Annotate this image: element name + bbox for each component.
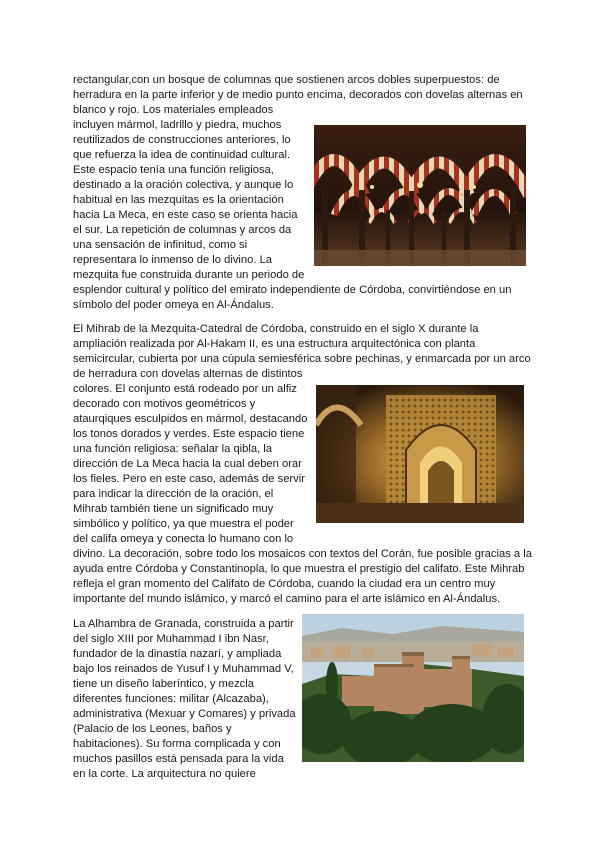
text-line: (Palacio de los Leones, baños y [73,723,232,735]
text-line: destinado a la oración colectiva, y aunque lo [73,179,294,191]
text-line: herradura en la parte inferior y de medio punto encima, decorados con dovelas alternas en [73,89,523,101]
text-line: habitual en las mezquitas es la orientación [73,194,284,206]
text-line: fundador de la dinastía nazarí, y ampliada [73,648,282,660]
text-line: una sensación de infinitud, como si [73,239,248,251]
text-line: ataurqiques esculpidos en mármol, destacando [73,413,308,425]
text-line: decorado con motivos geométricos y [73,398,256,410]
text-line: ampliación realizada por Al-Hakam II, es una estructura arquitectónica con planta [73,338,476,350]
text-line: La Alhambra de Granada, construida a partir [73,618,294,630]
text-line: una función religiosa: señalar la qibla, la [73,443,273,455]
mezquita-arches-image [314,125,526,266]
text-line: diferentes funciones: militar (Alcazaba), [73,693,269,705]
text-line: de herradura con dovelas alternas de distintos [73,368,303,380]
text-line: los tonos dorados y verdes. Este espacio tiene [73,428,305,440]
text-line: rectangular,con un bosque de columnas que sostienen arcos dobles superpuestos: de [73,74,500,86]
text-line: mezquita fue construida durante un periodo de [73,269,305,281]
text-line: del califa omeya y conecta lo humano con lo [73,533,294,545]
text-line: representara lo inmenso de lo divino. La [73,254,273,266]
text-line: Mihrab también tiene un significado muy [73,503,274,515]
text-line: esplendor cultural y político del emirato independiente de Córdoba, convirtiéndose en un [73,284,512,296]
text-line: símbolo del poder omeya en Al-Ándalus. [73,299,274,311]
text-line: El Mihrab de la Mezquita-Catedral de Córdoba, construido en el siglo X durante la [73,323,479,335]
text-line: divino. La decoración, sobre todo los mosaicos con textos del Corán, fue posible gracias a la [73,548,532,560]
text-line: el sur. La repetición de columnas y arcos da [73,224,292,236]
text-line: que refuerza la idea de continuidad cultural. [73,149,291,161]
text-line: muchos pasillos está pensada para la vida [73,753,284,765]
text-line: Este espacio tenía una función religiosa, [73,164,274,176]
text-line: incluyen mármol, ladrillo y piedra, muchos [73,119,282,131]
text-line: del siglo XIII por Muhammad I ibn Nasr, [73,633,269,645]
text-line: refleja el gran momento del Califato de Córdoba, cuando la ciudad era un centro muy [73,578,496,590]
alhambra-image [302,614,524,762]
text-line: administrativa (Mexuar y Comares) y privada [73,708,296,720]
text-line: tiene un diseño laberíntico, y mezcla [73,678,254,690]
text-line: dirección de La Meca hacia la cual deben orar [73,458,302,470]
text-line: habitaciones). Su forma complicada y con [73,738,281,750]
text-line: los fieles. Pero en este caso, además de servir [73,473,305,485]
text-line: hacia La Meca, en este caso se orienta hacia [73,209,298,221]
mihrab-image [316,385,524,523]
text-line: semicircular, cubierta por una cúpula semiesférica sobre pechinas, y enmarcada por un arco [73,353,531,365]
text-line: blanco y rojo. Los materiales empleados [73,104,274,116]
text-line: colores. El conjunto está rodeado por un alfiz [73,383,297,395]
text-line: simbólico y político, ya que muestra el poder [73,518,294,530]
text-line: ayuda entre Córdoba y Constantinopla, lo que muestra el prestigio del califato. Este Mihrab [73,563,525,575]
text-line: en la corte. La arquitectura no quiere [73,768,256,780]
text-line: para indicar la dirección de la oración, el [73,488,274,500]
text-line: bajo los reinados de Yusuf I y Muhammad V, [73,663,294,675]
text-line: reutilizados de construcciones anteriores, lo [73,134,291,146]
text-line: importante del mundo islámico, y marcó el camino para el arte islámico en Al-Ándalus. [73,593,501,605]
